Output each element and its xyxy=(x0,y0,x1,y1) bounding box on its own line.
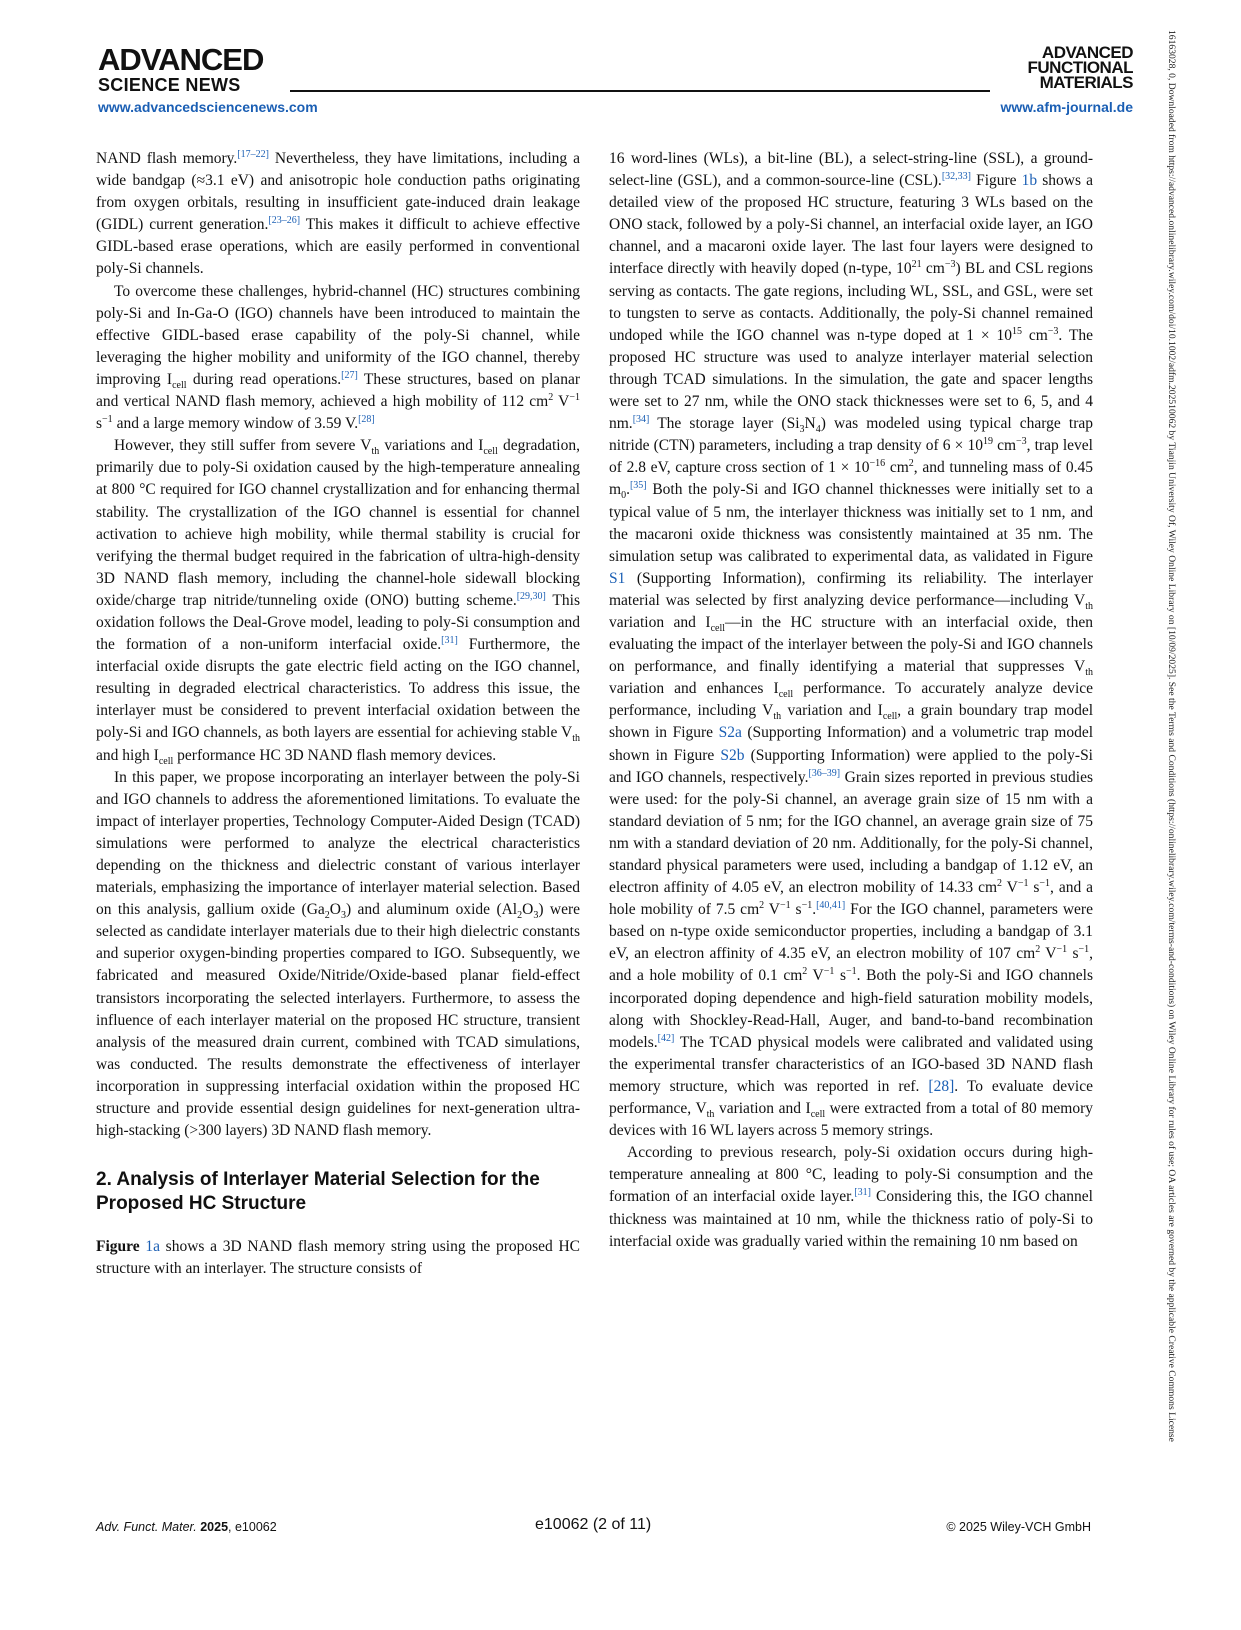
publisher-logo xyxy=(98,42,298,95)
journal-logo xyxy=(1028,45,1133,90)
paragraph: In this paper, we propose incorporating an interlayer between the poly-Si and IGO channels to address the aforementioned limitations. To evaluate the impact of interlayer properties, Technology Computer-Aided Design (TCAD) simulations were performed to analyze the electrical characteristics depending on the thickness and dielectric constant of various interlayer materials, emphasizing the importance of interlayer material selection. Based on this analysis, gallium oxide $(Ga_2O_3)$ and aluminum oxide $(Al_2O_3)$ were selected as candidate interlayer materials due to their high dielectric constants and superior oxygen-binding properties compared to IGO. Subsequently, we fabricated and measured Oxide/Nitride/Oxide-based planar field-effect transistors incorporating the selected interlayers. Furthermore, to assess the influence of each interlayer material on the proposed HC structure, transient analysis of the measured drain current, combined with TCAD simulations, was conducted. The results demonstrate the effectiveness of interlayer incorporation in suppressing interfacial oxidation within the proposed HC structure and provide essential design guidelines for next-generation ultra-high-stacking (>300 layers) 3D NAND flash memory. xyxy=(96,768,581,1140)
journal-url-link[interactable]: www.afm-journal.de xyxy=(1000,99,1133,115)
footer-copyright: © 2025 Wiley-VCH GmbH xyxy=(946,1520,1091,1534)
paragraph: According to previous research, poly-Si oxidation occurs during high-temperature annealing at 800 °C, leading to poly-Si consumption and the formation of an interfacial oxide layer.[31] Considering this, the IGO channel thickness was maintained at 10 nm, while the thickness ratio of poly-Si to interfacial oxide was gradually varied within the remaining 10 nm based on xyxy=(609,1144,1093,1250)
publisher-logo-line2: SCIENCE NEWS xyxy=(98,75,241,95)
right-column xyxy=(609,148,1093,1253)
footer-article-id: , e10062 xyxy=(228,1520,277,1534)
journal-logo-line2: FUNCTIONAL xyxy=(1027,58,1133,77)
paragraph: To overcome these challenges, hybrid-channel (HC) structures combining poly-Si and In-Ga-O (IGO) channels have been introduced to maintain the effective GIDL-based erase capability of the poly-Si channel, while leveraging the higher mobility and uniformity of the IGO channel, thereby improving $I_{cell}$ during read operations.[27] These structures, based on planar and vertical NAND flash memory, achieved a high mobility of 112 $cm^2$ $V^{-1}$ $s^{-1}$ and a large memory window of 3.59 V.[28] xyxy=(96,282,581,433)
paragraph: 16 word-lines (WLs), a bit-line (BL), a select-string-line (SSL), a ground-select-line (GSL), and a common-source-line (CSL).[32,33] Figure 1b shows a detailed view of the proposed HC structure, featuring 3 WLs based on the ONO stack, followed by a poly-Si channel, an interfacial oxide layer, an IGO channel, and a macaroni oxide layer. The last four layers were designed to interface directly with heavily doped (n-type, $10^{21}$ $cm^{-3}$) BL and CSL regions serving as contacts. The gate regions, including WL, SSL, and GSL, were set to tungsten to serve as contacts. Additionally, the poly-Si channel remained undoped while the IGO channel was n-type doped at $1 \times 10^{15}$ $cm^{-3}$. The proposed HC structure was used to analyze interlayer material selection through TCAD simulations. In the simulation, the gate and spacer lengths were set to 27 nm, while the ONO stack thicknesses were set to 6, 5, and 4 nm.[34] The storage layer $(Si_3N_4)$ was modeled using typical charge trap nitride (CTN) parameters, including a trap density of $6 \times 10^{19}$ $cm^{-3}$, trap level of 2.8 eV, capture cross section of $1 \times 10^{-16}$ $cm^2$, and tunneling mass of 0.45 $m_0.[35]$ Both the poly-Si and IGO channel thicknesses were initially set to a typical value of 5 nm, the interlayer thickness was initially set to 1 nm, and the macaroni oxide thickness was consistently maintained at 35 nm. The simulation setup was calibrated to experimental data, as validated in Figure S1 (Supporting Information), confirming its reliability. The interlayer material was selected by first analyzing device performance—including $V_{th}$ variation and $I_{cell}—in$ the HC structure with an interfacial oxide, then evaluating the impact of the interlayer between the poly-Si and IGO channels on performance, and finally identifying a material that suppresses $V_{th}$ variation and enhances $I_{cell}$ performance. To accurately analyze device performance, including $V_{th}$ variation and $I_{cell}$, a grain boundary trap model shown in Figure S2a (Supporting Information) and a volumetric trap model shown in Figure S2b (Supporting Information) were applied to the poly-Si and IGO channels, respectively.[36–39] Grain sizes reported in previous studies were used: for the poly-Si channel, an average grain size of 15 nm with a standard deviation of 5 nm; for the IGO channel, an average grain size of 75 nm with a standard deviation of 20 nm. Additionally, for the poly-Si channel, standard physical parameters were used, including a bandgap of 1.12 eV, an electron affinity of 4.05 eV, an electron mobility of 14.33 $cm^2$ $V^{-1}$ $s^{-1}$, and a hole mobility of 7.5 $cm^2$ $V^{-1}$ $s^{-1}.[40,41]$ For the IGO channel, parameters were based on n-type oxide semiconductor properties, including a bandgap of 3.1 eV, an electron affinity of 4.35 eV, an electron mobility of 107 $cm^2$ $V^{-1}$ $s^{-1}$, and a hole mobility of 0.1 $cm^2$ $V^{-1}$ $s^{-1}$. Both the poly-Si and IGO channels incorporated doping dependence and high-field saturation mobility models, along with Shockley-Read-Hall, Auger, and band-to-band recombination models.[42] The TCAD physical models were calibrated and validated using the experimental transfer characteristics of an IGO-based 3D NAND flash memory structure, which was reported in ref. [28]. To evaluate device performance, $V_{th}$ variation and $I_{cell}$ were extracted from a total of 80 memory devices with 16 WL layers across 5 memory strings. xyxy=(609,150,1094,1140)
journal-logo-line1: ADVANCED xyxy=(1041,43,1133,62)
footer-page-number: e10062 (2 of 11) xyxy=(535,1516,652,1533)
footer-citation xyxy=(96,1520,277,1534)
paragraph: However, they still suffer from severe $V_{th}$ variations and $I_{cell}$ degradation, primarily due to poly-Si oxidation caused by the high-temperature annealing at 800 °C required for IGO channel crystallization and for enhancing thermal stability. The crystallization of the IGO channel is essential for channel activation to achieve high mobility, while thermal stability is crucial for verifying the thermal budget required in the fabrication of ultra-high-density 3D NAND flash memory, including the channel-hole sidewall blocking oxide/charge trap nitride/tunneling oxide (ONO) butting scheme.[29,30] This oxidation follows the Deal-Grove model, leading to poly-Si consumption and the formation of a non-uniform interfacial oxide.[31] Furthermore, the interfacial oxide disrupts the gate electric field acting on the IGO channel, resulting in degraded electrical characteristics. To address this issue, the interlayer must be considered to prevent interfacial oxidation between the poly-Si and IGO channels, as both layers are essential for achieving stable $V_{th}$ and high $I_{cell}$ performance HC 3D NAND flash memory devices. xyxy=(96,437,580,767)
publisher-logo-line1: ADVANCED xyxy=(98,42,264,77)
download-side-note-text: 16163028, 0, Downloaded from https://advanced.onlinelibrary.wiley.com/doi/10.1002/adfm.202510062 by Tianjin University Of, Wiley Online Library on [10/09/2025]. See the Terms and Conditions (https://onlinelibrary.wiley.com/terms-and-conditions) on Wiley Online Library for rules of use; OA articles are governed by the applicable Creative Commons License xyxy=(1166,30,1177,1442)
journal-logo-line3: MATERIALS xyxy=(1039,73,1133,92)
download-side-note xyxy=(1163,30,1177,1590)
paragraph: Figure 1a shows a 3D NAND flash memory string using the proposed HC structure with an interlayer. The structure consists of xyxy=(96,1238,580,1278)
header-rule xyxy=(290,90,990,92)
paragraph: NAND flash memory.[17–22] Nevertheless, they have limitations, including a wide bandgap (≈3.1 eV) and anisotropic hole conduction paths originating from oxygen orbitals, resulting in insufficient gate-induced drain leakage (GIDL) current generation.[23–26] This makes it difficult to achieve effective GIDL-based erase operations, which are easily performed in conventional poly-Si channels. xyxy=(96,148,580,278)
left-column xyxy=(96,148,580,1280)
section-heading: 2. Analysis of Interlayer Material Selection for the Proposed HC Structure xyxy=(96,1169,540,1215)
footer-journal: Adv. Funct. Mater. xyxy=(96,1520,197,1534)
publisher-url-link[interactable]: www.advancedsciencenews.com xyxy=(98,99,318,115)
footer-year: 2025 xyxy=(200,1520,229,1534)
